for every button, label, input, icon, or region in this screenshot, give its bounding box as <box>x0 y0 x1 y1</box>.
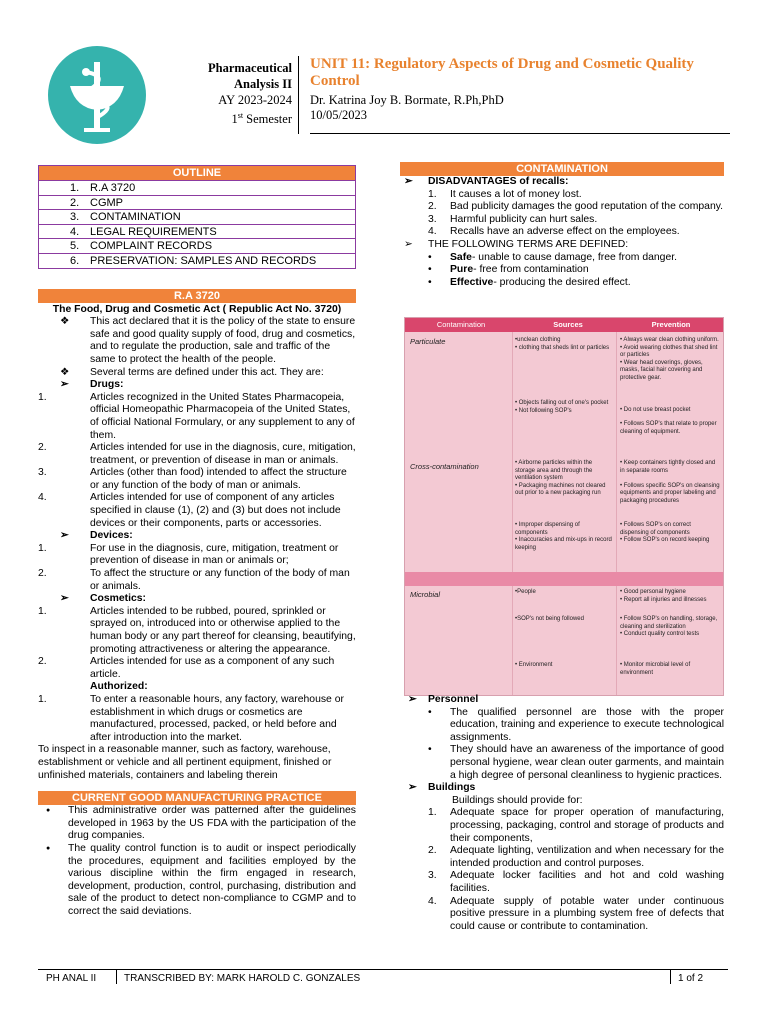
outline-item: 4. LEGAL REQUIREMENTS <box>39 224 355 239</box>
microbial-prevention-1: • Good personal hygiene • Report all injuries and illnesses <box>620 589 707 603</box>
recall-disadvantage: 3. Harmful publicity can hurt sales. <box>428 213 598 225</box>
ra-title: R.A 3720 <box>38 289 356 303</box>
building-requirement: 3. Adequate locker facilities and hot and cold washing facilities. <box>428 870 724 894</box>
ra-subtitle: The Food, Drug and Cosmetic Act ( Republic Act No. 3720) <box>52 303 342 315</box>
course-info <box>180 60 292 127</box>
instructor-info <box>310 93 504 123</box>
unit-title: UNIT 11: Regulatory Aspects of Drug and Cosmetic Quality Control <box>310 56 694 89</box>
outline-item: 1. R.A 3720 <box>39 180 355 195</box>
particulate-sources-2: • Objects falling out of one's pocket • Not following SOP's <box>515 400 609 414</box>
buildings-list <box>400 807 724 933</box>
drug-definition: 2. Articles intended for use in the diagnosis, cure, mitigation, treatment, or prevention of disease in man or animals. <box>38 442 356 466</box>
left-column <box>38 165 356 918</box>
outline-box <box>38 165 356 269</box>
cgmp-title: CURRENT GOOD MANUFACTURING PRACTICE <box>38 791 356 805</box>
category-cross-contamination: Cross-contamination <box>410 462 479 471</box>
microbial-sources-1: •People <box>515 589 536 595</box>
microbial-sources-3: • Environment <box>515 662 553 668</box>
terms-label: ➢ THE FOLLOWING TERMS ARE DEFINED: <box>404 238 629 250</box>
microbial-sources-2: •SOP's not being followed <box>515 616 584 622</box>
table-header-contamination: Contamination <box>405 318 517 332</box>
right-column <box>400 162 724 289</box>
category-microbial: Microbial <box>410 590 441 599</box>
outline-item: 2. CGMP <box>39 195 355 210</box>
header-divider <box>298 56 299 134</box>
defined-term: • Pure- free from contamination <box>428 264 589 276</box>
outline-title: OUTLINE <box>39 166 355 180</box>
inspect-text: To inspect in a reasonable manner, such as factory, warehouse, establishment or vehicle and all pertinent equipment, finished or unfinished materials, containers and labeling therein <box>38 744 332 781</box>
cgmp-item: ● This administrative order was patterned after the guidelines developed in 1963 by the US FDA with the participation of the drug companies. <box>46 805 356 842</box>
recall-disadvantage: 1. It causes a lot of money lost. <box>428 188 582 200</box>
lecture-date: 10/05/2023 <box>310 108 367 122</box>
particulate-prevention-3: • Follows SOP's that relate to proper cleaning of equipment. <box>620 421 717 435</box>
defined-term: • Effective- producing the desired effect. <box>428 276 631 288</box>
devices-list <box>38 543 356 593</box>
drug-definition: 1. Articles recognized in the United States Pharmacopeia, official Homeopathic Pharmacopeia of the United States, of official National Formulary, or any supplement to any of them. <box>38 391 355 441</box>
category-particulate: Particulate <box>410 337 446 346</box>
table-header-sources: Sources <box>517 318 619 332</box>
terms-list <box>400 252 724 290</box>
course-line1: Pharmaceutical <box>207 61 292 75</box>
disadvantages-label: ➢ DISADVANTAGES of recalls: <box>404 176 569 187</box>
particulate-sources-1: •unclean clothing • clothing that sheds lint or particles <box>515 337 610 351</box>
ra-terms-intro: ❖ Several terms are defined under this act. They are: <box>60 366 324 378</box>
devices-label: ➢ Devices: <box>60 530 133 542</box>
microbial-prevention-2: • Follow SOP's on handling, storage, cleaning and sterilization • Conduct quality control tests <box>620 616 718 637</box>
footer-transcriber: TRANSCRIBED BY: MARK HAROLD C. GONZALES <box>124 973 361 984</box>
microbial-prevention-3: • Monitor microbial level of environment <box>620 662 691 676</box>
cosmetic-definition: 2. Articles intended for use as a component of any such article. <box>38 656 335 680</box>
particulate-prevention-1: • Always wear clean clothing uniform. • Avoid wearing clothes that shed lint or particles • Wear head coverings, gloves, masks, facial hair covering and protective gear. <box>620 337 719 381</box>
disadvantages-list <box>400 189 724 239</box>
outline-item: 3. CONTAMINATION <box>39 209 355 224</box>
cross-sources-1: • Airborne particles within the storage area and through the ventilation system • Packaging machines not cleared out prior to a new packaging run <box>515 460 606 496</box>
particulate-prevention-2: • Do not use breast pocket <box>620 407 691 413</box>
drug-definition: 3. Articles (other than food) intended to affect the structure or any function of the body of man or animals. <box>38 467 347 491</box>
cross-prevention-1: • Keep containers tightly closed and in separate rooms • Follows specific SOP's on cleansing equipments and proper labeling and packaging procedures <box>620 460 720 504</box>
cgmp-list <box>38 805 356 918</box>
outline-item: 6. PRESERVATION: SAMPLES AND RECORDS <box>39 253 355 268</box>
building-requirement: 4. Adequate supply of potable water under continuous positive pressure in a plumbing system free of defects that could cause or contribute to contamination. <box>428 895 724 932</box>
recall-disadvantage: 4. Recalls have an adverse effect on the employees. <box>428 226 680 238</box>
buildings-label: ➢ Buildings <box>408 782 476 794</box>
cross-prevention-2: • Follows SOP's on correct dispensing of components • Follow SOP's on record keeping <box>620 522 710 543</box>
ra-policy: ❖ This act declared that it is the policy of the state to ensure safe and good quality supply of food, drug and cosmetics, and to regulate the production, sale and traffic of the same to protect the health of the people. <box>60 316 356 365</box>
drugs-label: ➢ Drugs: <box>60 379 124 391</box>
instructor: Dr. Katrina Joy B. Bormate, R.Ph,PhD <box>310 93 504 107</box>
cosmetic-definition: 1. Articles intended to be rubbed, poured, sprinkled or sprayed on, introduced into or otherwise applied to the human body or any part thereof for cleansing, beautifying, promoting attractiveness or altering the appearance. <box>38 605 356 655</box>
authorized-list <box>38 694 356 744</box>
personnel-label: ➢ Personnel <box>408 694 479 705</box>
semester: 1st Semester <box>231 111 292 127</box>
academic-year: AY 2023-2024 <box>218 93 292 107</box>
outline-item: 5. COMPLAINT RECORDS <box>39 238 355 253</box>
cosmetics-label: ➢ Cosmetics: <box>60 593 147 605</box>
header-rule <box>310 133 730 134</box>
defined-term: • Safe- unable to cause damage, free from danger. <box>428 251 678 263</box>
recall-disadvantage: 2. Bad publicity damages the good reputation of the company. <box>428 201 724 213</box>
cross-sources-2: • Improper dispensing of components • Inaccuracies and mix-ups in record keeping <box>515 522 612 551</box>
course-line2: Analysis II <box>233 77 292 91</box>
device-definition: 1. For use in the diagnosis, cure, mitigation, treatment or prevention of disease in man or animals or; <box>38 542 339 567</box>
contamination-table <box>404 317 724 696</box>
cgmp-item: ● The quality control function is to audit or inspect periodically the procedures, equipment and facilities employed by the various discipline within the firm engaged in research, development, production, control, purchasing, distribution and sale of the product to detect non-compliance to CGMP and to correct the said deviations. <box>46 842 356 917</box>
footer-course: PH ANAL II <box>46 973 97 984</box>
right-column-lower <box>400 694 724 933</box>
cosmetics-list <box>38 606 356 682</box>
table-header-prevention: Prevention <box>619 318 723 332</box>
personnel-item: • They should have an awareness of the importance of good personal hygiene, wear clean outer garments, and maintain a high degree of personal cleanliness to hygienic practices. <box>428 744 724 781</box>
personnel-list <box>400 707 724 783</box>
personnel-item: • The qualified personnel are those with the proper education, training and experience to execute technological assignments. <box>428 706 724 743</box>
buildings-intro: Buildings should provide for: <box>452 794 583 806</box>
building-requirement: 1. Adequate space for proper operation of manufacturing, processing, packaging, control and storage of products and their components, <box>428 807 724 844</box>
authorized-label: Authorized: <box>90 681 148 693</box>
drugs-list <box>38 392 356 531</box>
caduceus-logo <box>48 46 146 144</box>
footer-page-number: 1 of 2 <box>678 973 704 984</box>
drug-definition: 4. Articles intended for use of component of any articles specified in clause (1), (2) and (3) but does not include devices or their components, parts or accessories. <box>38 492 341 529</box>
outline-list <box>39 180 355 268</box>
authorized-item: 1. To enter a reasonable hours, any factory, warehouse or establishment in which drugs or cosmetics are manufactured, processed, packed, or held before and after introduction into the market. <box>38 693 344 743</box>
device-definition: 2. To affect the structure or any function of the body of man or animals. <box>38 568 350 592</box>
page-footer <box>38 969 728 986</box>
table-separator <box>405 572 723 586</box>
building-requirement: 2. Adequate lighting, ventilization and when necessary for the intended production and control purposes. <box>428 845 724 869</box>
contamination-title: CONTAMINATION <box>400 162 724 176</box>
